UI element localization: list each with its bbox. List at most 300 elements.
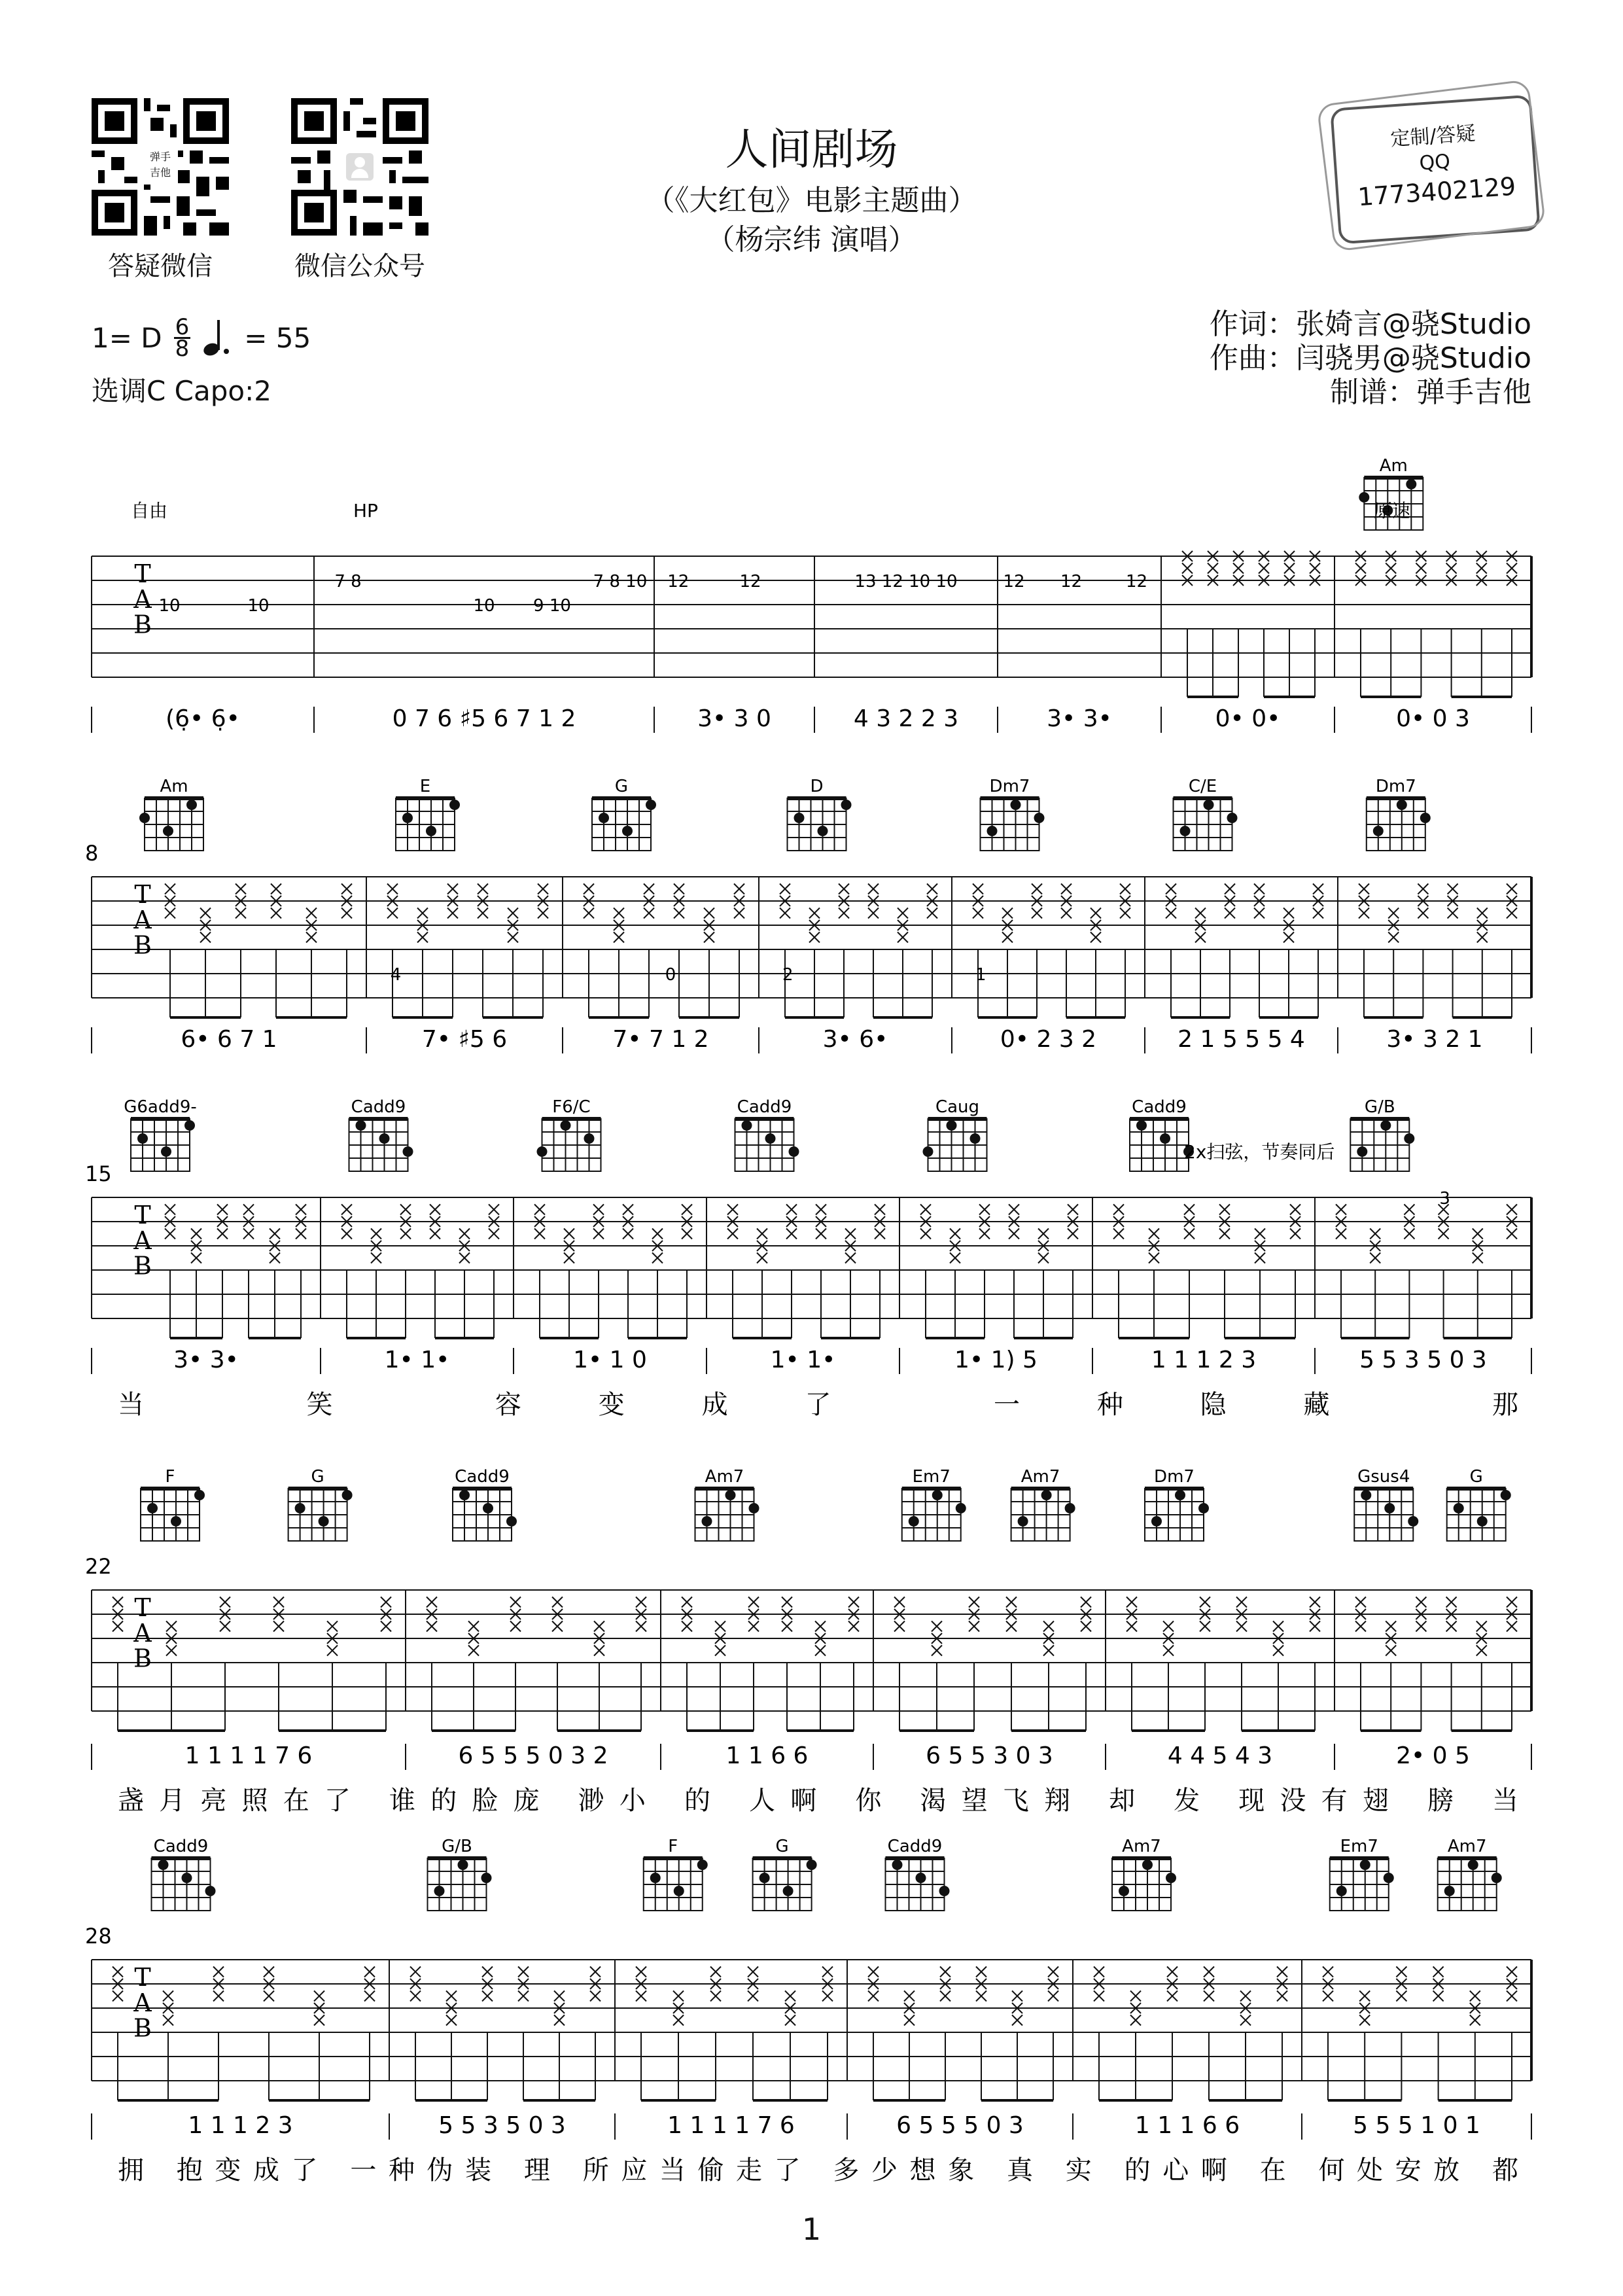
chord-finger-dot xyxy=(481,1873,492,1883)
jianpu-notation: 7• 7 1 2 xyxy=(612,1026,709,1053)
chord-finger-dot xyxy=(1119,1886,1129,1896)
strum-mark xyxy=(447,884,458,894)
chord-diagram-am xyxy=(139,777,203,851)
strum-mark xyxy=(969,1597,979,1608)
tab-clef-letter: T xyxy=(134,559,151,588)
strum-mark xyxy=(584,884,594,894)
chord-name: Em7 xyxy=(1340,1837,1378,1856)
jianpu-notation: 6 5 5 5 0 3 2 xyxy=(458,1742,608,1769)
strum-mark xyxy=(468,1646,479,1656)
strum-mark xyxy=(1277,1967,1287,1977)
strum-mark xyxy=(1259,563,1269,574)
strum-mark xyxy=(1130,1991,1141,2002)
strum-mark xyxy=(1416,1621,1426,1632)
chord-name: Dm7 xyxy=(1154,1467,1195,1487)
strum-mark xyxy=(623,1205,633,1215)
credit-arranger: 制谱：弹手吉他 xyxy=(1330,376,1531,409)
strum-mark xyxy=(1396,1991,1406,2002)
chord-finger-dot xyxy=(1160,1133,1170,1144)
strum-mark xyxy=(1433,1991,1444,2002)
strum-mark xyxy=(1386,1646,1396,1656)
chord-name: Cadd9 xyxy=(737,1097,792,1117)
chord-finger-dot xyxy=(161,1146,171,1157)
chord-finger-dot xyxy=(1361,1490,1371,1500)
strum-mark xyxy=(1446,1597,1457,1608)
qr-caption-wechat-qa: 答疑微信 xyxy=(108,251,213,281)
strum-mark xyxy=(1233,563,1244,574)
strum-mark xyxy=(1355,1597,1366,1608)
strum-mark xyxy=(1313,884,1323,894)
chord-name: Cadd9 xyxy=(1132,1097,1187,1117)
chord-finger-dot xyxy=(650,1873,661,1883)
strum-mark xyxy=(1476,563,1487,574)
annotation-text: 自由 xyxy=(131,500,168,521)
tab-fret-number: 13 12 10 10 xyxy=(854,572,958,592)
strum-mark xyxy=(644,908,654,919)
jianpu-notation: 4 3 2 2 3 xyxy=(853,705,959,732)
chord-diagram-dm7 xyxy=(1145,1467,1209,1541)
strum-mark xyxy=(508,932,518,943)
strum-mark xyxy=(1254,884,1265,894)
chord-finger-dot xyxy=(459,1490,470,1500)
credit-composer: 作曲：闫骁男@骁Studio xyxy=(1209,342,1531,375)
chord-diagram-g xyxy=(753,1837,817,1911)
strum-mark xyxy=(809,932,820,943)
strum-mark xyxy=(1166,908,1176,919)
strum-mark xyxy=(1386,1621,1396,1632)
strum-mark xyxy=(1396,1967,1406,1977)
strum-mark xyxy=(894,1621,905,1632)
strum-mark xyxy=(371,1253,381,1263)
strum-mark xyxy=(327,1646,338,1656)
chord-finger-dot xyxy=(163,826,173,836)
chord-name: D xyxy=(810,777,824,796)
strum-mark xyxy=(538,884,548,894)
measure-number: 22 xyxy=(85,1554,112,1579)
strum-mark xyxy=(594,1621,604,1632)
contact-stamp-outer-frame xyxy=(1316,79,1546,252)
strum-mark xyxy=(1448,884,1458,894)
chord-diagram-cadd9 xyxy=(152,1837,216,1911)
strum-mark xyxy=(1283,932,1294,943)
chord-finger-dot xyxy=(1404,1133,1414,1144)
lyrics-line: 拥 抱变成了 一种伪装 理 所应当偷走了 多少想象 真 实 的心啊 在 何处安放 都 xyxy=(118,2155,1518,2185)
chord-finger-dot xyxy=(1408,1516,1418,1527)
chord-finger-dot xyxy=(1359,492,1369,503)
strum-mark xyxy=(868,884,879,894)
chord-finger-dot xyxy=(1384,1873,1394,1883)
chord-diagram-g xyxy=(288,1467,353,1541)
strum-mark xyxy=(780,908,790,919)
strum-mark xyxy=(1009,1205,1019,1215)
strum-mark xyxy=(1120,884,1130,894)
strum-mark xyxy=(1336,1229,1346,1239)
strum-mark xyxy=(508,908,518,919)
strum-mark xyxy=(782,1621,792,1632)
strum-mark xyxy=(1507,1205,1517,1215)
strum-mark xyxy=(113,1991,123,2002)
chord-finger-dot xyxy=(1204,800,1214,810)
strum-mark xyxy=(748,1597,759,1608)
strum-mark xyxy=(848,1597,859,1608)
jianpu-notation: 1 1 1 2 3 xyxy=(1151,1347,1257,1373)
strum-mark xyxy=(1200,1597,1210,1608)
strum-mark xyxy=(822,1967,833,1977)
tab-fret-number: 2 xyxy=(782,965,794,985)
strum-mark xyxy=(1284,563,1295,574)
strum-mark xyxy=(1195,908,1206,919)
strum-mark xyxy=(270,1253,280,1263)
strum-mark xyxy=(1032,884,1042,894)
strum-mark xyxy=(734,884,744,894)
chord-name: G/B xyxy=(1364,1097,1395,1117)
chord-finger-dot xyxy=(1373,826,1384,836)
strum-mark xyxy=(614,908,624,919)
chord-finger-dot xyxy=(137,1133,148,1144)
strum-mark xyxy=(727,1229,738,1239)
strum-mark xyxy=(371,1229,381,1239)
strum-mark xyxy=(314,2015,324,2026)
chord-name: Am7 xyxy=(705,1467,744,1487)
strum-mark xyxy=(644,884,654,894)
strum-mark xyxy=(1255,1253,1265,1263)
strum-mark xyxy=(1204,1991,1214,2002)
chord-finger-dot xyxy=(841,800,852,810)
strum-mark xyxy=(1323,1967,1333,1977)
tab-fret-number: 9 10 xyxy=(533,596,571,616)
chord-diagram-g xyxy=(1447,1467,1511,1541)
chord-finger-dot xyxy=(1420,813,1431,823)
strum-mark xyxy=(459,1253,470,1263)
jianpu-notation: (6̣• 6̣• xyxy=(166,705,240,732)
chord-finger-dot xyxy=(749,1503,759,1513)
key-label: 1= D xyxy=(92,322,162,354)
chord-name: Am xyxy=(160,777,188,796)
tab-clef-letter: A xyxy=(133,905,152,934)
chord-name: Am7 xyxy=(1122,1837,1161,1856)
chord-finger-dot xyxy=(725,1490,736,1500)
chord-finger-dot xyxy=(674,1886,684,1896)
strum-mark xyxy=(1048,1967,1058,1977)
strum-mark xyxy=(410,1967,421,1977)
strum-mark xyxy=(839,884,849,894)
credit-lyricist: 作词：张婍言@骁Studio xyxy=(1209,308,1531,341)
chord-finger-dot xyxy=(1468,1860,1478,1870)
strum-mark xyxy=(306,908,317,919)
chord-diagram-f xyxy=(141,1467,205,1541)
chord-name: Gsus4 xyxy=(1357,1467,1410,1487)
strum-mark xyxy=(1323,1991,1333,2002)
song-title: 人间剧场 xyxy=(725,124,898,175)
chord-finger-dot xyxy=(402,813,413,823)
chord-finger-dot xyxy=(789,1146,799,1157)
chord-finger-dot xyxy=(295,1503,305,1513)
chord-finger-dot xyxy=(1477,1516,1488,1527)
chord-diagram-d xyxy=(788,777,852,851)
strum-mark xyxy=(446,2015,457,2026)
strum-mark xyxy=(1355,563,1366,574)
strum-mark xyxy=(364,1967,375,1977)
strum-mark xyxy=(715,1646,725,1656)
chord-diagram-gsus4 xyxy=(1354,1467,1418,1541)
jianpu-notation: 6 5 5 3 0 3 xyxy=(926,1742,1053,1769)
strum-mark xyxy=(1061,884,1072,894)
tab-fret-number: 3 xyxy=(1439,1189,1450,1209)
jianpu-notation: 1 1 1 6 6 xyxy=(1134,2112,1240,2139)
strum-mark xyxy=(482,1967,493,1977)
chord-name: G xyxy=(775,1837,789,1856)
strum-mark xyxy=(236,908,246,919)
chord-finger-dot xyxy=(783,1886,794,1896)
strum-mark xyxy=(1473,1229,1483,1239)
strum-mark xyxy=(1470,1991,1480,2002)
strum-mark xyxy=(950,1229,960,1239)
strum-mark xyxy=(1240,2015,1251,2026)
jianpu-notation: 6 5 5 5 0 3 xyxy=(896,2112,1024,2139)
song-subtitle-movie: （《大红包》电影主题曲） xyxy=(646,184,977,217)
strum-mark xyxy=(271,884,281,894)
chord-finger-dot xyxy=(794,813,805,823)
tab-clef-letter: T xyxy=(134,1201,151,1229)
strum-mark xyxy=(518,1991,529,2002)
chord-finger-dot xyxy=(759,1873,770,1883)
lyrics-line: 当 笑 容变成了 一种隐藏 那 xyxy=(118,1390,1518,1420)
strum-mark xyxy=(1507,1991,1517,2002)
contact-qq-number: 1773402129 xyxy=(1357,171,1517,212)
strum-mark xyxy=(1370,1253,1380,1263)
strum-mark xyxy=(1032,908,1042,919)
chord-name: Caug xyxy=(935,1097,980,1117)
strum-mark xyxy=(875,1205,885,1215)
jianpu-notation: 1 1 1 2 3 xyxy=(188,2112,293,2139)
chord-finger-dot xyxy=(892,1860,903,1870)
strum-mark xyxy=(1043,1646,1054,1656)
jianpu-notation: 5 5 5 1 0 1 xyxy=(1353,2112,1480,2139)
qr-caption-official-account: 微信公众号 xyxy=(294,251,425,281)
page-number: 1 xyxy=(801,2212,822,2247)
strum-mark xyxy=(682,1597,692,1608)
jianpu-notation: 1 1 6 6 xyxy=(725,1742,809,1769)
strum-mark xyxy=(113,1597,123,1608)
strum-mark xyxy=(400,1205,411,1215)
strum-mark xyxy=(1038,1253,1049,1263)
chord-finger-dot xyxy=(158,1860,169,1870)
strum-mark xyxy=(809,908,820,919)
strum-mark xyxy=(780,884,790,894)
strum-mark xyxy=(1043,1621,1054,1632)
jianpu-notation: 2 1 5 5 5 4 xyxy=(1178,1026,1305,1053)
jianpu-notation: 3• 3• xyxy=(1047,705,1112,732)
strum-mark xyxy=(427,1621,437,1632)
strum-mark xyxy=(478,884,488,894)
strum-mark xyxy=(236,884,246,894)
chord-finger-dot xyxy=(947,1120,957,1131)
strum-mark xyxy=(1081,1621,1091,1632)
time-signature-numerator: 6 xyxy=(175,314,190,340)
strum-mark xyxy=(1416,563,1426,574)
strum-mark xyxy=(1236,1597,1247,1608)
strum-mark xyxy=(1061,908,1072,919)
strum-mark xyxy=(710,1967,721,1977)
strum-mark xyxy=(166,1621,177,1632)
strum-mark xyxy=(1091,908,1101,919)
strum-mark xyxy=(748,1967,758,1977)
strum-mark xyxy=(430,1205,440,1215)
strum-mark xyxy=(652,1229,663,1239)
strum-mark xyxy=(786,1229,797,1239)
chord-name: F xyxy=(165,1467,175,1487)
strum-mark xyxy=(1404,1229,1414,1239)
strum-mark xyxy=(927,908,937,919)
strum-mark xyxy=(682,1621,692,1632)
strum-mark xyxy=(976,1991,986,2002)
strum-mark xyxy=(704,908,714,919)
chord-finger-dot xyxy=(186,800,197,810)
lyrics-line: 盏月亮照在了 谁的脸庞 渺小 的 人啊 你 渴望飞翔 却 发 现没有翅 膀 当 xyxy=(118,1786,1519,1816)
strum-mark xyxy=(430,1229,440,1239)
chord-name: E xyxy=(419,777,431,796)
strum-mark xyxy=(940,1967,951,1977)
strum-mark xyxy=(845,1229,856,1239)
strum-mark xyxy=(327,1621,338,1632)
chord-finger-dot xyxy=(1360,1860,1370,1870)
strum-mark xyxy=(1507,1229,1517,1239)
qr-center-line-2: 吉他 xyxy=(149,166,171,179)
chord-name: C/E xyxy=(1188,777,1217,796)
chord-finger-dot xyxy=(702,1516,712,1527)
strum-mark xyxy=(564,1229,574,1239)
chord-finger-dot xyxy=(939,1886,950,1896)
annotation-text: 原速 xyxy=(1374,500,1411,521)
chord-finger-dot xyxy=(1380,1120,1391,1131)
annotation-text: 2x扫弦，节奏同后 xyxy=(1184,1141,1335,1163)
strum-mark xyxy=(306,932,317,943)
chord-finger-dot xyxy=(561,1120,571,1131)
jianpu-notation: 3• 3 2 1 xyxy=(1386,1026,1483,1053)
strum-mark xyxy=(673,2015,684,2026)
strum-mark xyxy=(410,1991,421,2002)
strum-mark xyxy=(1195,932,1206,943)
strum-mark xyxy=(387,884,398,894)
tab-fret-number: 12 xyxy=(739,572,761,592)
chord-finger-dot xyxy=(205,1886,216,1896)
annotation-text: HP xyxy=(353,500,378,521)
chord-finger-dot xyxy=(1041,1490,1052,1500)
chord-finger-dot xyxy=(584,1133,595,1144)
chord-finger-dot xyxy=(765,1133,776,1144)
tab-clef-letter: A xyxy=(133,1988,152,2017)
strum-mark xyxy=(748,1621,759,1632)
strum-mark xyxy=(614,932,624,943)
chord-name: Dm7 xyxy=(989,777,1030,796)
chord-name: G xyxy=(311,1467,324,1487)
chord-finger-dot xyxy=(403,1146,413,1157)
strum-mark xyxy=(950,1253,960,1263)
strum-mark xyxy=(564,1253,574,1263)
strum-mark xyxy=(1012,2015,1022,2026)
strum-mark xyxy=(1507,884,1517,894)
strum-mark xyxy=(273,1597,284,1608)
contact-line-1: 定制/答疑 xyxy=(1389,122,1476,151)
tab-clef-letter: T xyxy=(134,1963,151,1992)
strum-mark xyxy=(932,1646,942,1656)
jianpu-notation: 4 4 5 4 3 xyxy=(1167,1742,1273,1769)
chord-finger-dot xyxy=(139,813,150,823)
chord-finger-dot xyxy=(818,826,828,836)
tab-clef-letter: B xyxy=(133,610,152,639)
strum-mark xyxy=(554,1991,565,2002)
chord-finger-dot xyxy=(1065,1503,1075,1513)
strum-mark xyxy=(868,1967,879,1977)
tab-fret-number: 10 xyxy=(158,596,181,616)
chord-finger-dot xyxy=(147,1503,158,1513)
strum-mark xyxy=(748,1991,758,2002)
strum-mark xyxy=(1370,1229,1380,1239)
chord-finger-dot xyxy=(1384,1503,1395,1513)
chord-finger-dot xyxy=(932,1490,943,1500)
strum-mark xyxy=(1355,1621,1366,1632)
chord-diagram-dm7 xyxy=(981,777,1045,851)
strum-mark xyxy=(427,1597,437,1608)
chord-finger-dot xyxy=(646,800,656,810)
qr-center-line-1: 弹手 xyxy=(149,150,171,163)
chord-name: Cadd9 xyxy=(887,1837,943,1856)
strum-mark xyxy=(1388,908,1399,919)
strum-mark xyxy=(191,1253,201,1263)
strum-mark xyxy=(1094,1991,1104,2002)
jianpu-notation: 1• 1• xyxy=(770,1347,836,1373)
strum-mark xyxy=(381,1621,391,1632)
chord-finger-dot xyxy=(379,1133,390,1144)
strum-mark xyxy=(875,1229,885,1239)
strum-mark xyxy=(163,2015,173,2026)
chord-finger-dot xyxy=(342,1490,353,1500)
chord-diagram-e xyxy=(396,777,460,851)
tab-fret-number: 7 8 xyxy=(334,572,362,592)
chord-finger-dot xyxy=(1175,1490,1185,1500)
strum-mark xyxy=(1002,932,1013,943)
tab-fret-number: 1 xyxy=(975,965,986,985)
jianpu-notation: 1• 1) 5 xyxy=(954,1347,1038,1373)
strum-mark xyxy=(1184,1205,1195,1215)
chord-finger-dot xyxy=(1180,826,1191,836)
jianpu-notation: 3• 3• xyxy=(173,1347,239,1373)
strum-mark xyxy=(1006,1597,1017,1608)
strum-mark xyxy=(973,908,983,919)
chord-finger-dot xyxy=(697,1860,708,1870)
contact-line-2: QQ xyxy=(1418,150,1452,175)
strum-mark xyxy=(217,1229,228,1239)
strum-mark xyxy=(894,1597,905,1608)
strum-mark xyxy=(1404,1205,1414,1215)
tempo-value: = 55 xyxy=(244,322,311,354)
chord-finger-dot xyxy=(909,1516,919,1527)
chord-finger-dot xyxy=(184,1120,195,1131)
capo-info: 选调C Capo:2 xyxy=(92,375,271,407)
strum-mark xyxy=(1446,563,1457,574)
chord-name: G/B xyxy=(442,1837,472,1856)
chord-name: Em7 xyxy=(912,1467,951,1487)
chord-name: Cadd9 xyxy=(455,1467,510,1487)
strum-mark xyxy=(1163,1646,1174,1656)
strum-mark xyxy=(417,932,428,943)
strum-mark xyxy=(1048,1991,1058,2002)
strum-mark xyxy=(636,1621,646,1632)
measure-number: 28 xyxy=(85,1924,112,1949)
strum-mark xyxy=(932,1621,942,1632)
chord-finger-dot xyxy=(1136,1120,1147,1131)
tab-clef-letter: B xyxy=(133,2013,152,2043)
